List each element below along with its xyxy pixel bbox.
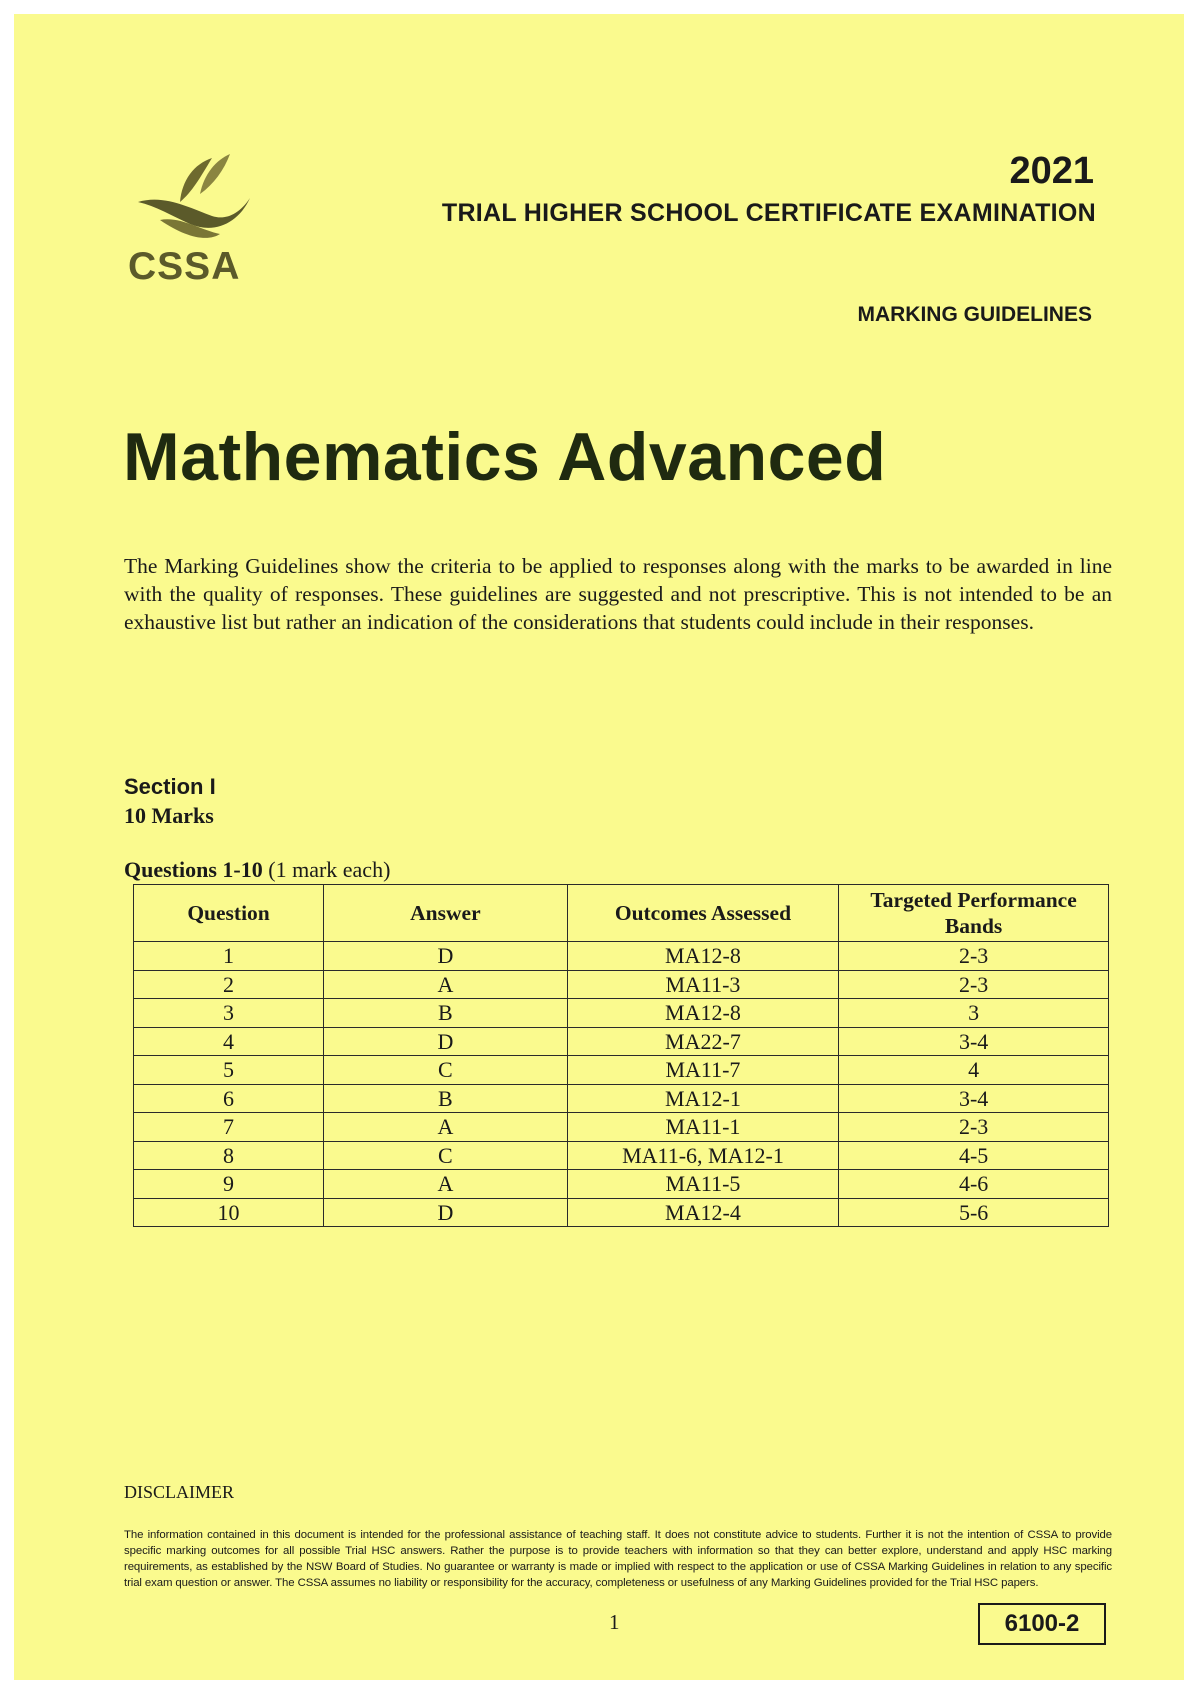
header-outcomes: Outcomes Assessed bbox=[567, 885, 839, 942]
cell-bands: 3-4 bbox=[839, 1084, 1109, 1113]
table-row bbox=[134, 1027, 1109, 1056]
table-row bbox=[134, 1141, 1109, 1170]
cell-bands: 2-3 bbox=[839, 942, 1109, 971]
table-row bbox=[134, 1113, 1109, 1142]
leaf-logo-icon bbox=[134, 150, 254, 245]
cell-question: 4 bbox=[134, 1027, 324, 1056]
cell-answer: A bbox=[324, 1113, 568, 1142]
paper-code: 6100-2 bbox=[978, 1603, 1106, 1645]
cell-bands: 4 bbox=[839, 1056, 1109, 1085]
cell-question: 10 bbox=[134, 1198, 324, 1227]
cell-bands: 5-6 bbox=[839, 1198, 1109, 1227]
cell-answer: C bbox=[324, 1056, 568, 1085]
cell-answer: D bbox=[324, 942, 568, 971]
questions-range: Questions 1-10 bbox=[124, 857, 263, 882]
cell-outcomes: MA11-1 bbox=[567, 1113, 839, 1142]
document-type: MARKING GUIDELINES bbox=[857, 303, 1092, 326]
questions-heading bbox=[124, 857, 390, 883]
cell-question: 5 bbox=[134, 1056, 324, 1085]
cell-outcomes: MA11-7 bbox=[567, 1056, 839, 1085]
cssa-logo bbox=[128, 150, 268, 290]
cell-answer: B bbox=[324, 1084, 568, 1113]
cell-outcomes: MA12-1 bbox=[567, 1084, 839, 1113]
header-bands: Targeted Performance Bands bbox=[839, 885, 1109, 942]
section-title: Section I bbox=[124, 774, 216, 799]
table-row bbox=[134, 1084, 1109, 1113]
disclaimer-title: DISCLAIMER bbox=[124, 1482, 235, 1502]
cell-outcomes: MA22-7 bbox=[567, 1027, 839, 1056]
cell-bands: 3 bbox=[839, 999, 1109, 1028]
cell-question: 2 bbox=[134, 970, 324, 999]
cell-answer: A bbox=[324, 1170, 568, 1199]
cell-answer: B bbox=[324, 999, 568, 1028]
cell-bands: 4-5 bbox=[839, 1141, 1109, 1170]
cell-answer: D bbox=[324, 1198, 568, 1227]
intro-paragraph: The Marking Guidelines show the criteria to be applied to responses along with the marks to be awarded in line with the quality of responses. These guidelines are suggested and not prescriptive. This is not intended to be an exhaustive list but rather an indication of the considerations that students could include in their responses. bbox=[124, 554, 1112, 634]
cell-question: 3 bbox=[134, 999, 324, 1028]
cell-bands: 4-6 bbox=[839, 1170, 1109, 1199]
cell-bands: 3-4 bbox=[839, 1027, 1109, 1056]
cell-bands: 2-3 bbox=[839, 1113, 1109, 1142]
cell-outcomes: MA11-6, MA12-1 bbox=[567, 1141, 839, 1170]
cell-question: 8 bbox=[134, 1141, 324, 1170]
table-row bbox=[134, 1198, 1109, 1227]
answer-table bbox=[133, 884, 1109, 1227]
table-header-row bbox=[134, 885, 1109, 942]
exam-title: TRIAL HIGHER SCHOOL CERTIFICATE EXAMINATION bbox=[441, 199, 1096, 227]
cell-answer: A bbox=[324, 970, 568, 999]
cell-outcomes: MA12-8 bbox=[567, 942, 839, 971]
cell-outcomes: MA11-5 bbox=[567, 1170, 839, 1199]
cell-question: 6 bbox=[134, 1084, 324, 1113]
exam-year: 2021 bbox=[1009, 150, 1094, 192]
cell-answer: D bbox=[324, 1027, 568, 1056]
disclaimer-text: The information contained in this document is intended for the professional assistance of teaching staff. It does not constitute advice to students. Further it is not the intention of CSSA to provide specific marking outcomes for all possible Trial HSC answers. Rather the purpose is to provide teachers with information so that they can better explore, understand and apply HSC marking requirements, as established by the NSW Board of Studies. No guarantee or warranty is made or implied with respect to the application or use of CSSA Marking Guidelines in relation to any specific trial exam question or answer. The CSSA assumes no liability or responsibility for the accuracy, completeness or usefulness of any Marking Guidelines provided for the Trial HSC papers. bbox=[124, 1529, 1112, 1589]
subject-title: Mathematics Advanced bbox=[123, 419, 887, 495]
logo-wordmark: CSSA bbox=[128, 245, 241, 288]
cell-outcomes: MA11-3 bbox=[567, 970, 839, 999]
questions-note: (1 mark each) bbox=[262, 857, 391, 882]
header-question: Question bbox=[134, 885, 324, 942]
cell-answer: C bbox=[324, 1141, 568, 1170]
cell-outcomes: MA12-4 bbox=[567, 1198, 839, 1227]
page-number: 1 bbox=[609, 1610, 620, 1634]
table-row bbox=[134, 970, 1109, 999]
table-row bbox=[134, 999, 1109, 1028]
table-row bbox=[134, 1170, 1109, 1199]
header-answer: Answer bbox=[324, 885, 568, 942]
table-row bbox=[134, 942, 1109, 971]
section-marks: 10 Marks bbox=[124, 803, 214, 828]
table-row bbox=[134, 1056, 1109, 1085]
cell-question: 1 bbox=[134, 942, 324, 971]
cell-question: 9 bbox=[134, 1170, 324, 1199]
cell-question: 7 bbox=[134, 1113, 324, 1142]
cell-outcomes: MA12-8 bbox=[567, 999, 839, 1028]
cell-bands: 2-3 bbox=[839, 970, 1109, 999]
